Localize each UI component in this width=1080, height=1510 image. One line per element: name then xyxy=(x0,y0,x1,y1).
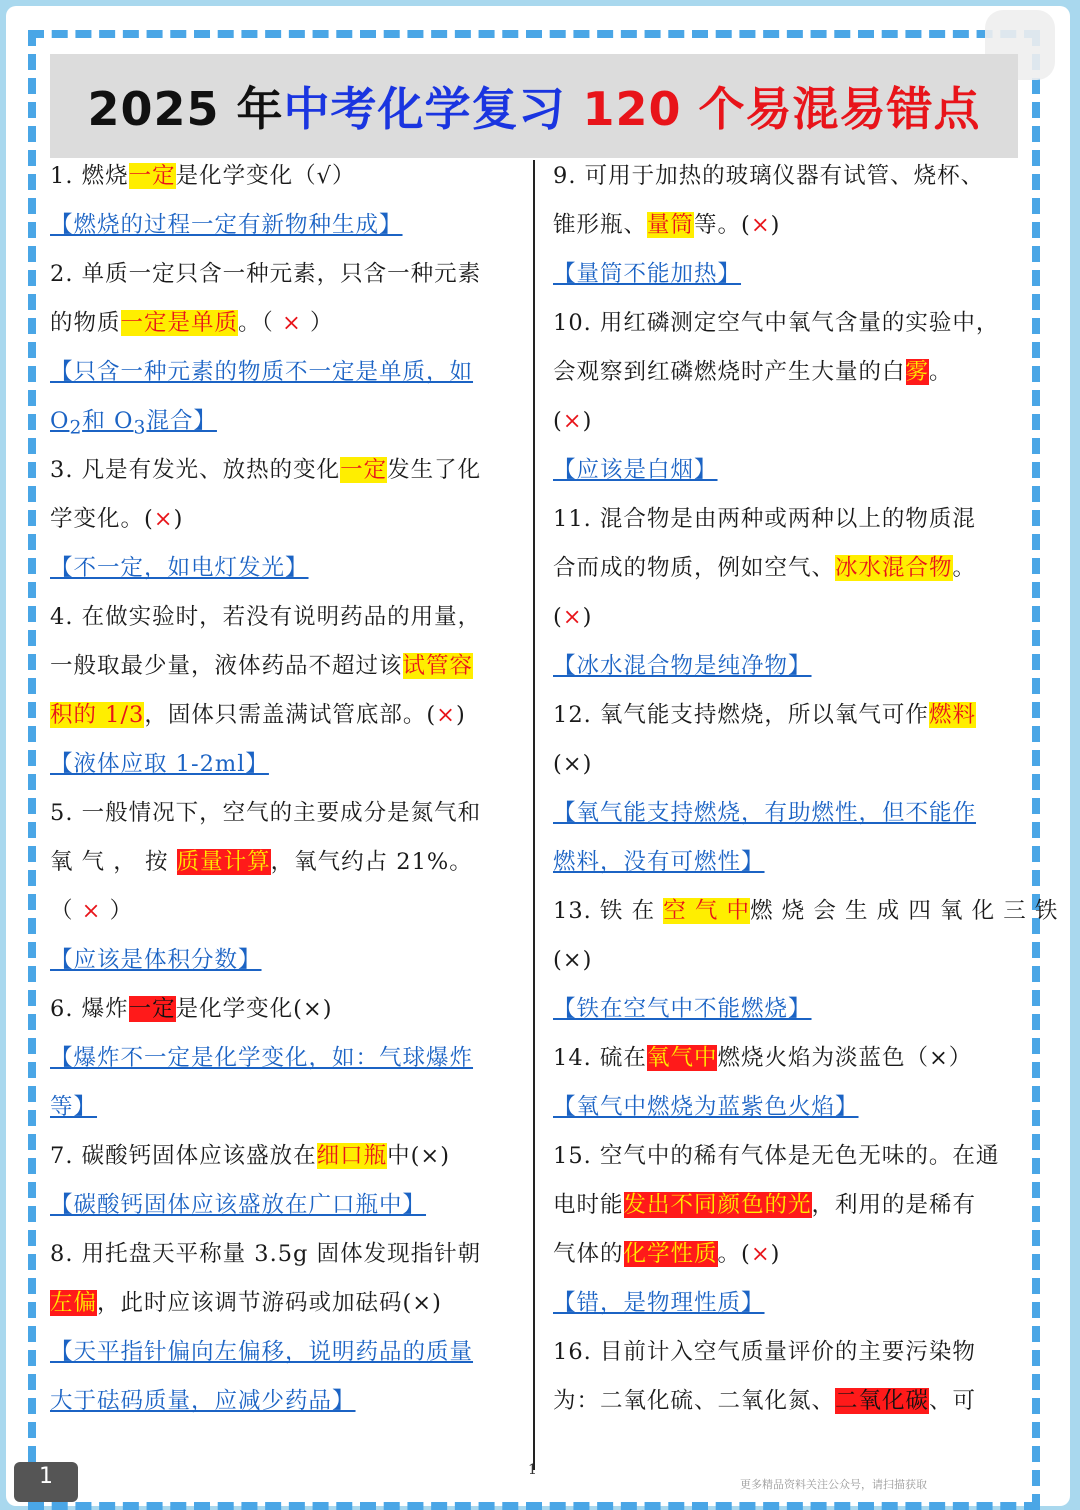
item-16-cont: 为：二氧化硫、二氧化氮、二氧化碳、可 xyxy=(553,1388,977,1414)
right-column xyxy=(553,152,1059,1426)
note-3: 【不一定，如电灯发光】 xyxy=(50,555,309,581)
highlight: 一定 xyxy=(128,996,176,1022)
wrong-mark: × xyxy=(562,408,583,434)
item-4-cont: 一般取最少量，液体药品不超过该试管容 xyxy=(50,653,474,679)
page-title xyxy=(87,73,980,139)
column-divider xyxy=(533,160,535,1470)
item-15-cont: 电时能发出不同颜色的光，利用的是稀有 xyxy=(553,1192,977,1218)
note-4: 【液体应取 1-2ml】 xyxy=(50,751,269,777)
item-3: 3. 凡是有发光、放热的变化一定发生了化 xyxy=(50,457,482,483)
page-tab[interactable]: 1 xyxy=(14,1462,78,1502)
wrong-mark: × xyxy=(750,1241,771,1267)
item-6: 6. 爆炸一定是化学变化(×) xyxy=(50,996,333,1022)
item-11-cont2: (×) xyxy=(553,604,593,630)
highlight: 冰水混合物 xyxy=(835,555,953,581)
item-2-cont: 的物质一定是单质。（ × ） xyxy=(50,310,334,336)
note-10: 【应该是白烟】 xyxy=(553,457,718,483)
item-10-cont: 会观察到红磷燃烧时产生大量的白雾。 xyxy=(553,359,953,385)
wrong-mark: × xyxy=(81,898,102,924)
note-8-cont: 大于砝码质量，应减少药品】 xyxy=(50,1388,356,1414)
title-subject: 中考化学复习 xyxy=(283,82,566,136)
item-13-cont: (×) xyxy=(553,947,593,973)
title-year: 2025 年 xyxy=(87,82,284,136)
item-5: 5. 一般情况下，空气的主要成分是氮气和 xyxy=(50,800,482,826)
item-1: 1. 燃烧一定是化学变化（√） xyxy=(50,163,356,189)
left-column xyxy=(50,152,516,1426)
item-4-cont2: 积的 1/3，固体只需盖满试管底部。(×) xyxy=(50,702,466,728)
highlight: 左偏 xyxy=(50,1290,98,1316)
note-15: 【错，是物理性质】 xyxy=(553,1290,765,1316)
wrong-mark: × xyxy=(153,506,174,532)
wrong-mark: × xyxy=(562,604,583,630)
highlight: 氧气中 xyxy=(646,1045,718,1071)
highlight: 发出不同颜色的光 xyxy=(623,1192,812,1218)
note-12-cont: 燃料，没有可燃性】 xyxy=(553,849,765,875)
highlight: 积的 1/3 xyxy=(50,702,145,728)
highlight: 化学性质 xyxy=(623,1241,718,1267)
item-5-cont: 氧 气 ， 按 质量计算，氧气约占 21%。 xyxy=(50,849,473,875)
highlight: 雾 xyxy=(905,359,930,385)
note-2-cont: $O_2$和 $O_3$混合】 xyxy=(50,408,217,439)
item-4: 4. 在做实验时，若没有说明药品的用量， xyxy=(50,604,482,630)
note-2: 【只含一种元素的物质不一定是单质，如 xyxy=(50,359,474,385)
note-14: 【氧气中燃烧为蓝紫色火焰】 xyxy=(553,1094,859,1120)
wrong-mark: × xyxy=(436,702,457,728)
item-2: 2. 单质一定只含一种元素，只含一种元素 xyxy=(50,261,482,287)
title-banner xyxy=(50,54,1018,158)
highlight: 一定 xyxy=(340,457,388,483)
highlight: 二氧化碳 xyxy=(835,1388,930,1414)
page-number: 1 xyxy=(528,1462,537,1478)
note-5: 【应该是体积分数】 xyxy=(50,947,262,973)
note-7: 【碳酸钙固体应该盛放在广口瓶中】 xyxy=(50,1192,427,1218)
title-count: 120 个易混易错点 xyxy=(582,82,981,136)
highlight: 细口瓶 xyxy=(316,1143,388,1169)
item-3-cont: 学变化。(×) xyxy=(50,506,184,532)
highlight: 试管容 xyxy=(402,653,474,679)
item-11-cont: 合而成的物质，例如空气、冰水混合物。 xyxy=(553,555,977,581)
highlight: 燃料 xyxy=(928,702,976,728)
item-15-cont2: 气体的化学性质。(×) xyxy=(553,1241,781,1267)
highlight: 一定是单质 xyxy=(120,310,239,336)
highlight: 空 气 中 xyxy=(663,898,751,924)
note-12: 【氧气能支持燃烧，有助燃性，但不能作 xyxy=(553,800,977,826)
item-10-cont2: (×) xyxy=(553,408,593,434)
item-15: 15. 空气中的稀有气体是无色无味的。在通 xyxy=(553,1143,1000,1169)
footer-text: 更多精品资料关注公众号，请扫描获取 xyxy=(740,1478,927,1491)
item-14: 14. 硫在氧气中燃烧火焰为淡蓝色（×） xyxy=(553,1045,973,1071)
note-1: 【燃烧的过程一定有新物种生成】 xyxy=(50,212,403,238)
item-12-cont: (×) xyxy=(553,751,593,777)
highlight: 质量计算 xyxy=(176,849,271,875)
note-6-cont: 等】 xyxy=(50,1094,98,1120)
note-13: 【铁在空气中不能燃烧】 xyxy=(553,996,812,1022)
note-8: 【天平指针偏向左偏移，说明药品的质量 xyxy=(50,1339,474,1365)
note-6: 【爆炸不一定是化学变化，如：气球爆炸 xyxy=(50,1045,474,1071)
item-13: 13. 铁 在 空 气 中燃 烧 会 生 成 四 氧 化 三 铁 xyxy=(553,898,1059,924)
item-12: 12. 氧气能支持燃烧，所以氧气可作燃料 xyxy=(553,702,976,728)
item-9-cont: 锥形瓶、量筒等。(×) xyxy=(553,212,781,238)
wrong-mark: × xyxy=(750,212,771,238)
item-9: 9. 可用于加热的玻璃仪器有试管、烧杯、 xyxy=(553,163,985,189)
highlight: 一定 xyxy=(128,163,176,189)
item-8: 8. 用托盘天平称量 3.5g 固体发现指针朝 xyxy=(50,1241,482,1267)
item-10: 10. 用红磷测定空气中氧气含量的实验中， xyxy=(553,310,1000,336)
item-16: 16. 目前计入空气质量评价的主要污染物 xyxy=(553,1339,976,1365)
note-9: 【量筒不能加热】 xyxy=(553,261,742,287)
item-7: 7. 碳酸钙固体应该盛放在细口瓶中(×) xyxy=(50,1143,451,1169)
item-11: 11. 混合物是由两种或两种以上的物质混 xyxy=(553,506,976,532)
note-11: 【冰水混合物是纯净物】 xyxy=(553,653,812,679)
highlight: 量筒 xyxy=(647,212,695,238)
wrong-mark: × xyxy=(281,310,302,336)
item-8-cont: 左偏，此时应该调节游码或加砝码(×) xyxy=(50,1290,442,1316)
item-5-cont2: （ × ） xyxy=(50,898,134,924)
